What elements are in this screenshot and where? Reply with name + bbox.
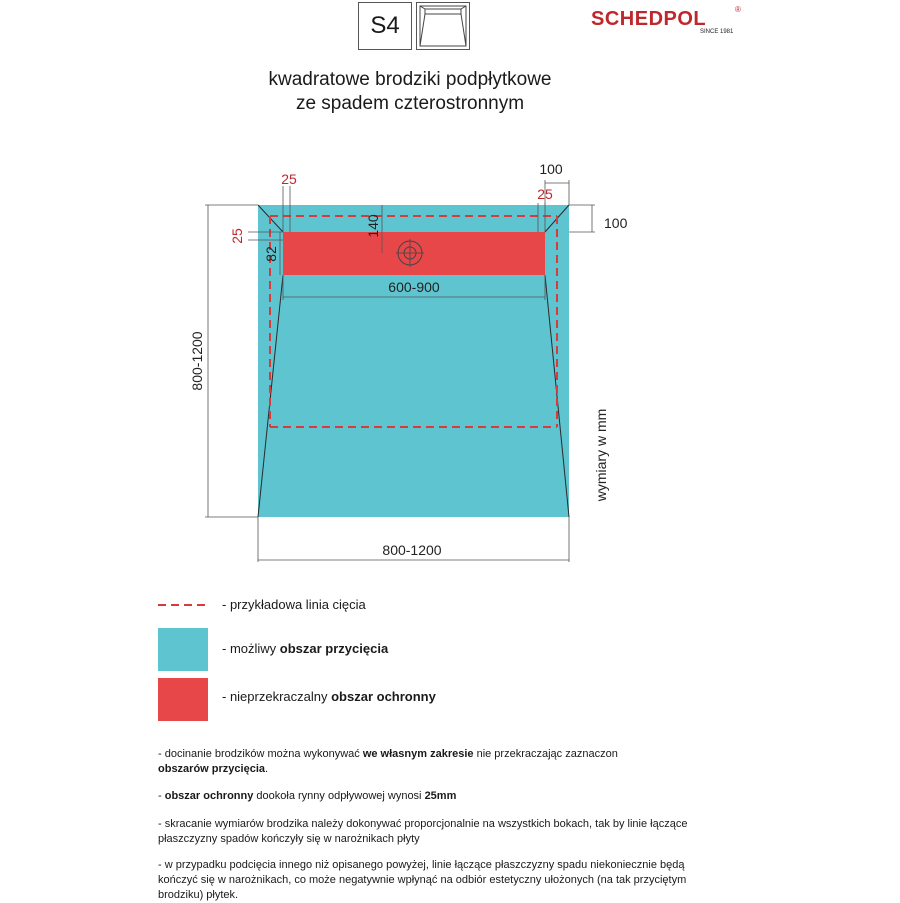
note-2 [158, 789, 698, 804]
units-note: wymiary w mm [593, 408, 609, 502]
dim-drain-width: 600-900 [388, 279, 440, 295]
legend-cut-line: - przykładowa linia cięcia [222, 597, 366, 612]
legend-protected-bold: obszar ochronny [331, 689, 436, 704]
note-1-text-e: . [265, 763, 269, 775]
note-1-text-a: - docinanie brodzików można wykonywać [158, 748, 363, 760]
title-line-2: ze spadem czterostronnym [295, 93, 525, 114]
dim-height: 800-1200 [189, 331, 205, 391]
dim-right-25: 25 [537, 186, 553, 202]
dim-82: 82 [263, 246, 279, 262]
note-2-text-c: dookoła rynny odpływowej wynosi [253, 790, 425, 802]
legend-protected-swatch [158, 678, 208, 721]
note-2-bold-b: obszar ochronny [164, 790, 254, 802]
dim-140: 140 [365, 214, 381, 238]
dim-top-25: 25 [281, 171, 297, 187]
title-line-1: kwadratowe brodziki podpłytkowe [268, 69, 552, 90]
note-2-text-a: - [158, 790, 165, 802]
note-3: - skracanie wymiarów brodzika należy dokonywać proporcjonalnie na wszystkich bokach, tak by linie łączące płaszczyzny spadów kończyły się w narożnikach płyty [158, 818, 688, 845]
product-code: S4 [370, 12, 400, 39]
note-1 [158, 747, 698, 777]
legend-cut-line-sample [158, 598, 208, 612]
legend-protected-prefix: - nieprzekraczalny [222, 689, 332, 704]
brand-since: SINCE 1981 [700, 29, 734, 35]
dim-right-100-side: 100 [604, 215, 628, 231]
note-1-bold-d: obszarów przycięcia [158, 763, 265, 775]
note-2-bold-d: 25mm [424, 790, 457, 802]
dim-left-25: 25 [229, 228, 245, 244]
brand-logo: SCHEDPOL [591, 8, 707, 30]
legend-protected-area [222, 689, 436, 704]
note-4: - w przypadku podcięcia innego niż opisanego powyżej, linie łączące płaszczyzny spadu niekoniecznie będą kończyć się w narożnikach, co może negatywnie wpłynąć na odbiór estetyczny ułożonych (na tak przyciętym brodziku) płytek. [158, 859, 687, 901]
legend-cut-area-prefix: - możliwy [222, 641, 280, 656]
legend-cut-area-bold: obszar przycięcia [279, 641, 389, 656]
legend-cut-area [222, 641, 388, 656]
dim-width: 800-1200 [382, 542, 442, 558]
note-1-bold-b: we własnym zakresie [362, 748, 474, 760]
dim-right-100-top: 100 [539, 161, 563, 177]
legend-cut-area-swatch [158, 628, 208, 671]
protected-area-shape [283, 232, 545, 275]
note-1-text-c: nie przekraczając zaznaczon [473, 748, 618, 760]
registered-mark: ® [735, 5, 741, 14]
